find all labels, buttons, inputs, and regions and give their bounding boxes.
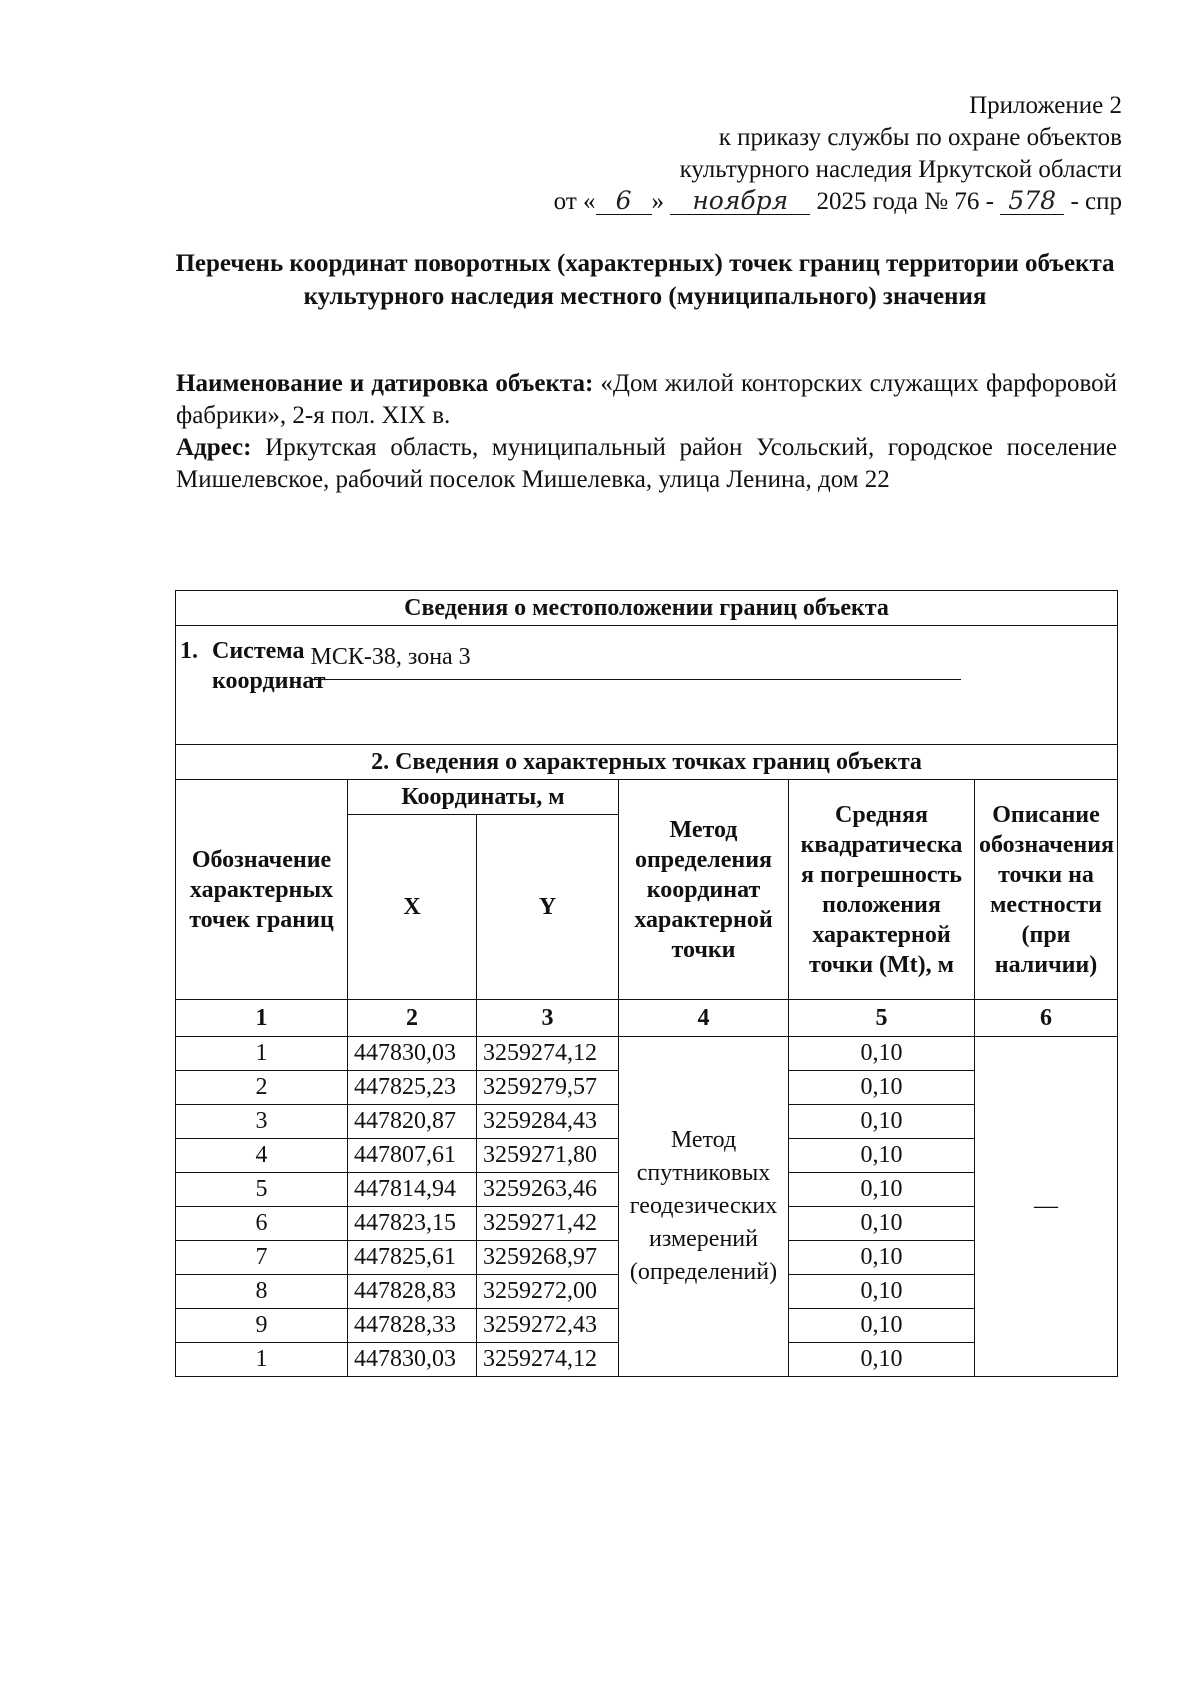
point-x: 447830,03 [348,1343,477,1377]
column-number: 4 [619,1000,789,1037]
point-y: 3259272,43 [477,1309,619,1343]
table-row [176,1037,1118,1071]
point-id: 4 [176,1139,348,1173]
object-name-label: Наименование и датировка объекта: [176,370,594,397]
point-y: 3259271,80 [477,1139,619,1173]
points-title: 2. Сведения о характерных точках границ объекта [176,745,1118,780]
coordinate-system-number: 1. [180,638,198,664]
point-y: 3259268,97 [477,1241,619,1275]
appendix-title: Приложение 2 [969,92,1122,119]
point-x: 447820,87 [348,1105,477,1139]
col-error-header: Средняя квадратическа я погрешность положения характерной точки (Mt), м [789,780,975,1000]
appendix-line-2: к приказу службы по охране объектов [718,124,1122,151]
point-mt: 0,10 [789,1071,975,1105]
point-mt: 0,10 [789,1207,975,1241]
column-number: 3 [477,1000,619,1037]
point-mt: 0,10 [789,1139,975,1173]
object-info [176,368,1117,496]
object-name-value: «Дом жилой конторских служащих фарфоровой фабрики», 2-я пол. XIX в. [176,370,1117,429]
point-x: 447830,03 [348,1037,477,1071]
point-x: 447828,83 [348,1275,477,1309]
coordinates-table [175,590,1118,1377]
column-number: 2 [348,1000,477,1037]
point-y: 3259284,43 [477,1105,619,1139]
point-y: 3259274,12 [477,1343,619,1377]
appendix-line-3: культурного наследия Иркутской области [679,156,1122,183]
section-title-row [176,591,1118,626]
points-title-row [176,745,1118,780]
description-cell: — [975,1037,1118,1377]
point-id: 7 [176,1241,348,1275]
handwritten-month: ноября [670,188,810,215]
point-id: 6 [176,1207,348,1241]
col-coords-header: Координаты, м [348,780,619,815]
object-name-paragraph [176,368,1117,432]
point-mt: 0,10 [789,1105,975,1139]
coordinate-system-value: МСК-38, зона 3 [311,644,961,680]
point-y: 3259279,57 [477,1071,619,1105]
col-x-header: X [348,815,477,1000]
method-cell: Метод спутниковых геодезических измерений (определений) [619,1037,789,1377]
object-address-paragraph [176,432,1117,496]
point-id: 9 [176,1309,348,1343]
point-id: 8 [176,1275,348,1309]
point-mt: 0,10 [789,1241,975,1275]
point-y: 3259272,00 [477,1275,619,1309]
date-mid: » [651,188,665,215]
point-x: 447828,33 [348,1309,477,1343]
handwritten-order-number: 578 [1000,188,1064,215]
point-x: 447823,15 [348,1207,477,1241]
handwritten-day: 6 [596,188,652,215]
column-number: 5 [789,1000,975,1037]
point-mt: 0,10 [789,1309,975,1343]
point-mt: 0,10 [789,1173,975,1207]
point-mt: 0,10 [789,1275,975,1309]
point-id: 2 [176,1071,348,1105]
point-id: 1 [176,1037,348,1071]
object-address-label: Адрес: [176,434,252,461]
point-y: 3259263,46 [477,1173,619,1207]
coordinate-system-label: Система координат [212,638,326,694]
section-title: Сведения о местоположении границ объекта [176,591,1118,626]
column-number-row [176,1000,1118,1037]
date-prefix: от « [553,188,596,215]
point-x: 447814,94 [348,1173,477,1207]
document-title: Перечень координат поворотных (характерных) точек границ территории объекта культурного наследия местного (муниципального) значения [175,250,1115,310]
column-header-row-1 [176,780,1118,815]
point-y: 3259274,12 [477,1037,619,1071]
point-x: 447825,61 [348,1241,477,1275]
point-y: 3259271,42 [477,1207,619,1241]
point-mt: 0,10 [789,1037,975,1071]
col-designation-header: Обозначение характерных точек границ [176,780,348,1000]
point-x: 447807,61 [348,1139,477,1173]
object-address-value: Иркутская область, муниципальный район Усольский, городское поселение Мишелевское, рабочий поселок Мишелевка, улица Ленина, дом 22 [176,434,1118,493]
point-mt: 0,10 [789,1343,975,1377]
order-suffix: - спр [1070,188,1122,215]
appendix-header [482,90,1122,218]
col-description-header: Описание обозначения точки на местности (при наличии) [975,780,1118,1000]
coordinate-system-row [176,626,1118,745]
col-y-header: Y [477,815,619,1000]
column-number: 6 [975,1000,1118,1037]
point-x: 447825,23 [348,1071,477,1105]
date-year-text: 2025 года № 76 - [816,188,994,215]
column-number: 1 [176,1000,348,1037]
point-id: 1 [176,1343,348,1377]
coordinate-system-value-cell [310,626,1118,745]
point-id: 5 [176,1173,348,1207]
point-id: 3 [176,1105,348,1139]
order-date-line [482,186,1122,218]
col-method-header: Метод определения координат характерной точки [619,780,789,1000]
